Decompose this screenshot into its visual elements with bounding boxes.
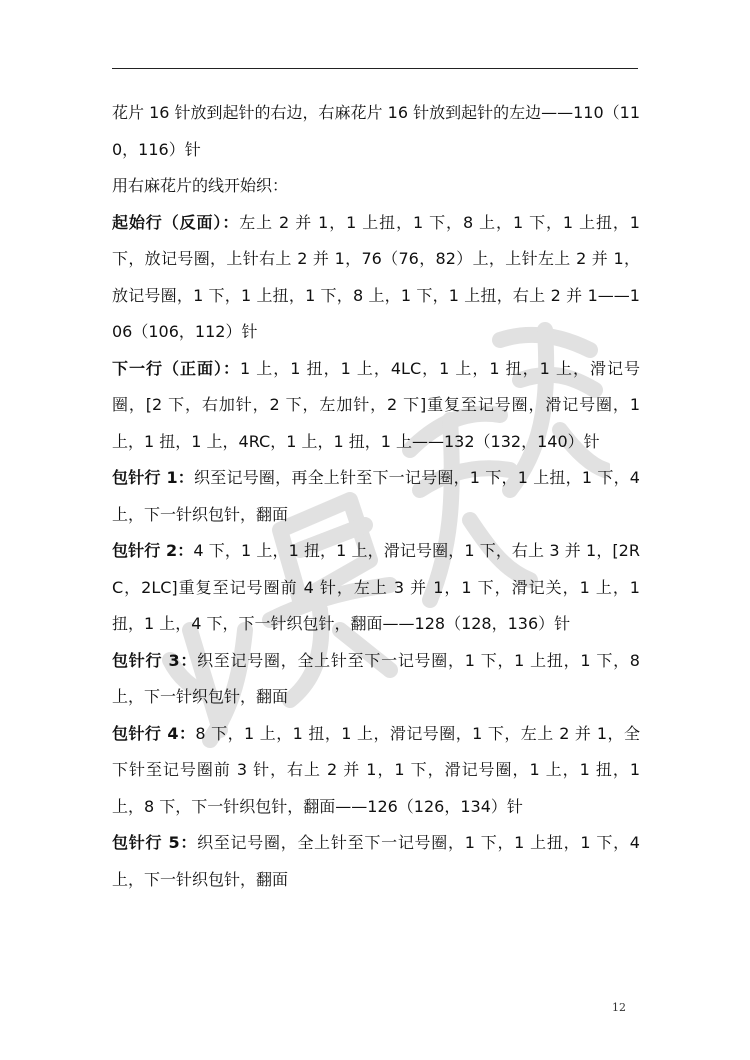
paragraph bbox=[112, 351, 640, 461]
paragraph bbox=[112, 168, 640, 205]
paragraph-text: 织至记号圈，全上针至下一记号圈，1 下，1 上扭，1 下，8 上，下一针织包针，翻面 bbox=[112, 650, 640, 706]
page-number: 12 bbox=[612, 1001, 626, 1014]
paragraph bbox=[112, 95, 640, 168]
paragraph-text: 8 下，1 上，1 扭，1 上，滑记号圈，1 下，左上 2 并 1，全下针至记号圈前 3 针，右上 2 并 1，1 下，滑记号圈，1 上，1 扭，1 上，8 下，下一针织包针，翻面——126（126，134）针 bbox=[112, 723, 640, 816]
paragraph bbox=[112, 460, 640, 533]
paragraph-text: 4 下，1 上，1 扭，1 上，滑记号圈，1 下，右上 3 并 1，[2RC，2LC]重复至记号圈前 4 针，左上 3 并 1，1 下，滑记关，1 上，1 扭，1 上，4 下，下一针织包针，翻面——128（128，136）针 bbox=[112, 541, 640, 633]
paragraph-text: 用右麻花片的线开始织： bbox=[112, 176, 289, 195]
row-label-wrap-row-2: 包针行 2： bbox=[112, 541, 194, 560]
paragraph-text: 织至记号圈，全上针至下一记号圈，1 下，1 上扭，1 下，4 上，下一针织包针，翻面 bbox=[112, 833, 640, 889]
paragraph-text: 织至记号圈，再全上针至下一记号圈，1 下，1 上扭，1 下，4 上，下一针织包针，翻面 bbox=[112, 468, 640, 524]
paragraph bbox=[112, 825, 640, 898]
row-label-wrap-row-4: 包针行 4： bbox=[112, 723, 196, 743]
header-rule bbox=[112, 68, 638, 69]
paragraph-text: 花片 16 针放到起针的右边，右麻花片 16 针放到起针的左边——110（110，116）针 bbox=[112, 103, 640, 159]
document-body bbox=[112, 95, 640, 898]
row-label-wrap-row-3: 包针行 3： bbox=[112, 650, 198, 670]
row-label-wrap-row-5: 包针行 5： bbox=[112, 833, 198, 852]
row-label-start-row: 起始行（反面）： bbox=[112, 212, 240, 232]
paragraph bbox=[112, 205, 640, 351]
paragraph bbox=[112, 716, 640, 826]
paragraph-text: 左上 2 并 1，1 上扭，1 下，8 上，1 下，1 上扭，1 下，放记号圈，上针右上 2 并 1，76（76，82）上，上针左上 2 并 1，放记号圈，1 下，1 上扭，1 下，8 上，1 下，1 上扭，右上 2 并 1——106（106，112）针 bbox=[112, 212, 640, 341]
row-label-next-row: 下一行（正面）： bbox=[112, 358, 241, 378]
paragraph bbox=[112, 533, 640, 643]
paragraph-text: 1 上，1 扭，1 上，4LC，1 上，1 扭，1 上，滑记号圈，[2 下，右加针，2 下，左加针，2 下]重复至记号圈，滑记号圈，1 上，1 扭，1 上，4RC，1 上，1 扭，1 上——132（132，140）针 bbox=[112, 358, 640, 451]
paragraph bbox=[112, 643, 640, 716]
row-label-wrap-row-1: 包针行 1： bbox=[112, 468, 195, 487]
